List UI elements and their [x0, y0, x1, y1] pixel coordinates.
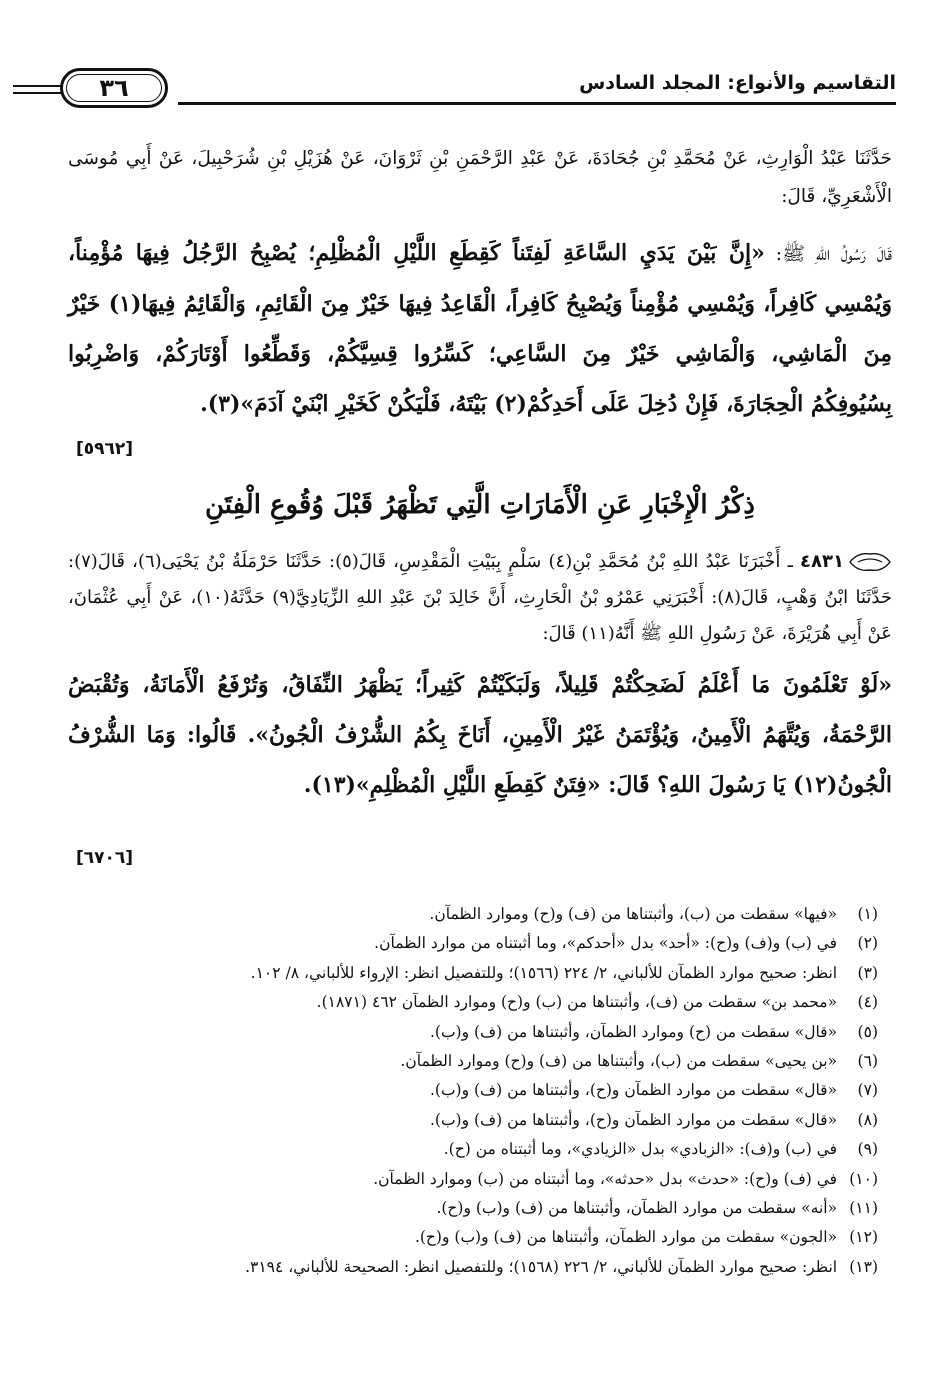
footnote-item: [84, 1076, 878, 1105]
footnote-item: [84, 1106, 878, 1135]
hadith-reference-2: [٦٧٠٦]: [76, 848, 134, 868]
footnote-number: (٨): [857, 1110, 878, 1129]
footnote-number: (١٣): [849, 1257, 878, 1276]
running-title: التقاسيم والأنواع: المجلد السادس: [579, 72, 896, 94]
page-number: ٣٦: [99, 74, 129, 102]
hadith-reference: [٥٩٦٢]: [76, 439, 134, 459]
footnote-number: (٤): [857, 993, 878, 1012]
footnote-item: [84, 929, 878, 958]
isnad-paragraph: حَدَّثَنَا عَبْدُ الْوَارِثِ، عَنْ مُحَمَّدِ بْنِ جُحَادَةَ، عَنْ عَبْدِ الرَّحْمَنِ بْنِ ثَرْوَانَ، عَنْ هُزَيْلِ بْنِ شُرَحْبِيلَ، عَنْ أَبِي مُوسَى الْأَشْعَرِيِّ، قَالَ:: [68, 148, 892, 207]
footnote-item: [84, 1135, 878, 1164]
footnote-text: «قال» سقطت من موارد الظمآن و(ح)، وأثبتناها من (ف) و(ب).: [429, 1081, 842, 1100]
footnote-text: «فيها» سقطت من (ب)، وأثبتناها من (ف) و(ح) وموارد الظمآن.: [429, 905, 842, 923]
footnote-text: «محمد بن» سقطت من (ف)، وأثبتناها من (ب) و(ح) وموارد الظمآن ٤٦٢ (١٨٧١).: [316, 993, 842, 1012]
footnote-number: (١٠): [849, 1169, 878, 1188]
footnote-text: «بن يحيى» سقطت من (ب)، وأثبتناها من (ف) و(ح) وموارد الظمآن.: [400, 1052, 842, 1071]
header-rule: [178, 102, 896, 105]
footnote-item: [84, 900, 878, 929]
footnote-text: «قال» سقطت من (ح) وموارد الظمآن، وأثبتناها من (ف) و(ب).: [429, 1022, 842, 1041]
footnote-text: في (ب) و(ف): «الزبادي» بدل «الزيادي»، وما أثبتناه من (ح).: [443, 1140, 842, 1159]
hadith-matn: «لَوْ تَعْلَمُونَ مَا أَعْلَمُ لَضَحِكْتُمْ قَلِيلاً، وَلَبَكَيْتُمْ كَثِيراً؛ يَظْهَرُ النِّفَاقُ، وَتُرْفَعُ الْأَمَانَةُ، وَتُقْبَضُ الرَّحْمَةُ، وَيُتَّهَمُ الْأَمِينُ، وَيُؤْتَمَنُ غَيْرُ الْأَمِينِ، أَنَاخَ بِكُمُ الشُّرْفُ الْجُونُ». قَالُوا: وَمَا الشُّرْفُ الْجُونُ(١٢) يَا رَسُولَ اللهِ؟ قَالَ: «فِتَنٌ كَقِطَعِ اللَّيْلِ الْمُظْلِمِ»(١٣).: [68, 672, 892, 798]
footnote-item: [84, 1047, 878, 1076]
page-header: [60, 66, 896, 116]
footnote-text: انظر: صحيح موارد الظمآن للألباني، ٢/ ٢٢٦ (١٥٦٨)؛ وللتفصيل انظر: الصحيحة للألباني، ٣١٩٤.: [245, 1257, 842, 1276]
footnote-number: (٢): [857, 934, 878, 953]
page-number-badge: [60, 68, 168, 108]
akhbarana-ornament-icon: [848, 551, 892, 573]
footnote-item: [84, 1194, 878, 1223]
footnote-text: «الجون» سقطت من موارد الظمآن، وأثبتناها من (ف) و(ب) و(ح).: [414, 1228, 842, 1247]
footnotes: [84, 900, 878, 1282]
footnote-number: (١١): [849, 1199, 878, 1218]
hadith-number: ٤٨٣١: [800, 551, 844, 572]
footnote-text: في (ب) و(ف) و(ح): «أحد» بدل «أحدكم»، وما أثبتناه من موارد الظمآن.: [374, 934, 842, 953]
badge-rule-bottom: [13, 92, 63, 94]
footnote-text: انظر: صحيح موارد الظمآن للألباني، ٢/ ٢٢٤ (١٥٦٦)؛ وللتفصيل انظر: الإرواء للألباني، ٨/ ١٠٢.: [250, 963, 842, 982]
footnote-number: (٩): [857, 1140, 878, 1159]
footnote-text: «قال» سقطت من موارد الظمآن و(ح)، وأثبتناها من (ف) و(ب).: [429, 1110, 842, 1129]
section-heading: ذِكْرُ الْإِخْبَارِ عَنِ الْأَمَارَاتِ الَّتِي تَظْهَرُ قَبْلَ وُقُوعِ الْفِتَنِ: [204, 490, 755, 520]
footnote-item: [84, 988, 878, 1017]
matn-paragraph: [68, 228, 892, 429]
footnote-item: [84, 1253, 878, 1282]
footnote-text: «أنه» سقطت من موارد الظمآن، وأثبتناها من (ف) و(ب) و(ح).: [436, 1199, 842, 1218]
footnote-item: [84, 1018, 878, 1047]
footnote-number: (٧): [857, 1081, 878, 1100]
footnote-item: [84, 1223, 878, 1252]
footnote-number: (٣): [857, 963, 878, 982]
matn-text: «إِنَّ بَيْنَ يَدَيِ السَّاعَةِ لَفِتَناً كَقِطَعِ اللَّيْلِ الْمُظْلِمِ؛ يُصْبِحُ الرَّجُلُ فِيهَا مُؤْمِناً، وَيُمْسِي كَافِراً، وَيُمْسِي مُؤْمِناً وَيُصْبِحُ كَافِراً، الْقَاعِدُ فِيهَا خَيْرٌ مِنَ الْقَائِمِ، وَالْقَائِمُ فِيهَا(١) خَيْرٌ مِنَ الْمَاشِي، وَالْمَاشِي خَيْرٌ مِنَ السَّاعِي؛ كَسِّرُوا قِسِيَّكُمْ، وَقَطِّعُوا أَوْتَارَكُمْ، وَاضْرِبُوا بِسُيُوفِكُمُ الْحِجَارَةَ، فَإِنْ دُخِلَ عَلَى أَحَدِكُمْ(٢) بَيْتَهُ، فَلْيَكُنْ كَخَيْرِ ابْنَيْ آدَمَ»(٣).: [68, 240, 892, 417]
footnote-number: (١٢): [849, 1228, 878, 1247]
badge-rule-top: [13, 85, 63, 87]
hadith-isnad: [68, 544, 892, 652]
matn-intro: قَالَ رَسُولُ اللهِ ﷺ:: [764, 243, 892, 265]
footnote-number: (١): [857, 905, 878, 923]
footnote-number: (٦): [857, 1052, 878, 1071]
footnote-item: [84, 959, 878, 988]
footnote-item: [84, 1165, 878, 1194]
footnote-text: في (ف) و(ح): «حدث» بدل «حدثه»، وما أثبتناه من (ب) وموارد الظمآن.: [373, 1169, 842, 1188]
isnad-text: ـ أَخْبَرَنَا عَبْدُ اللهِ بْنُ مُحَمَّدِ بْنِ(٤) سَلْمٍ بِبَيْتِ الْمَقْدِسِ، قَالَ(٥): حَدَّثَنَا حَرْمَلَةُ بْنُ يَحْيَى(٦)، قَالَ(٧): حَدَّثَنَا ابْنُ وَهْبٍ، قَالَ(٨): أَخْبَرَنِي عَمْرُو بْنُ الْحَارِثِ، أَنَّ خَالِدَ بْنَ عَبْدِ اللهِ الزِّيَادِيَّ(٩) حَدَّثَهُ(١٠)، عَنْ أَبِي عُثْمَانَ، عَنْ أَبِي هُرَيْرَةَ، عَنْ رَسُولِ اللهِ ﷺ أَنَّهُ(١١) قَالَ:: [68, 551, 892, 644]
footnote-number: (٥): [857, 1022, 878, 1041]
